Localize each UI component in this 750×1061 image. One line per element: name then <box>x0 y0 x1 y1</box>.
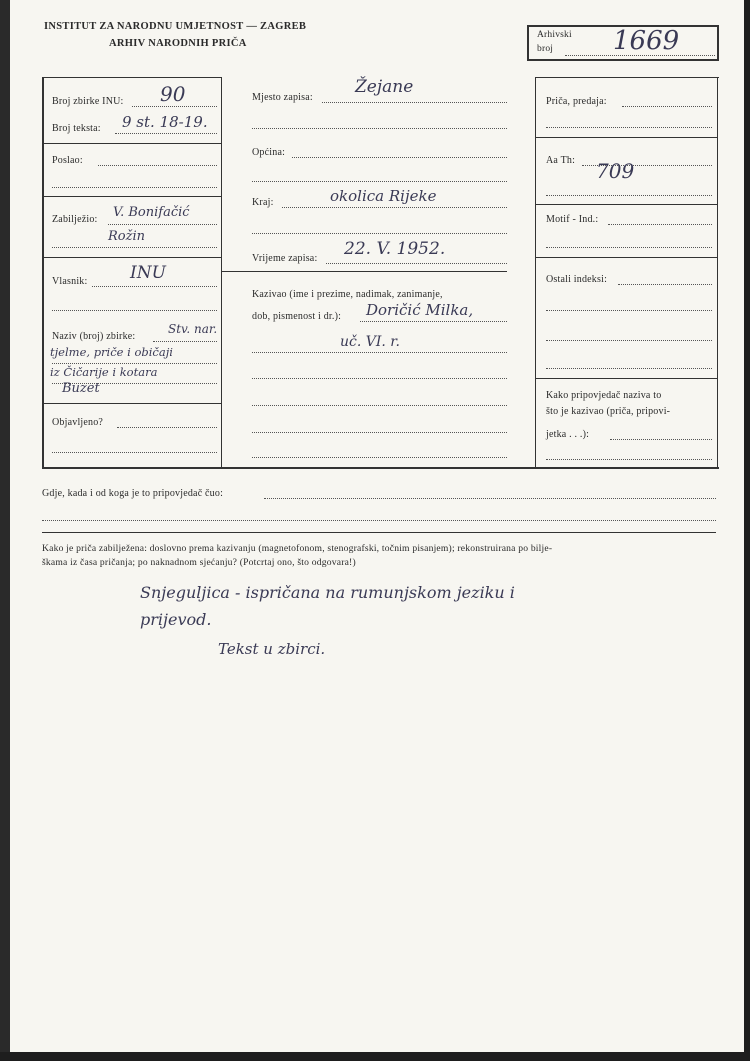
note-line-3: Tekst u zbirci. <box>218 640 326 658</box>
vrijeme-line <box>326 263 507 264</box>
motif-line-2 <box>546 247 712 248</box>
kazivao-line-1 <box>360 321 507 322</box>
broj-zbirke-value: 90 <box>160 82 186 106</box>
prica-line-2 <box>546 127 712 128</box>
left-rule-3 <box>42 257 221 258</box>
opcina-line-2 <box>252 181 507 182</box>
motif-line-1 <box>608 224 712 225</box>
zabiljezio-line-1 <box>108 224 217 225</box>
mjesto-line-1 <box>322 102 507 103</box>
kazivao-line-5 <box>252 432 507 433</box>
right-rule-3 <box>535 257 717 258</box>
kazivao-value-1: Doričić Milka, <box>366 301 474 319</box>
scan-edge-bottom <box>0 1052 750 1061</box>
objavljeno-line-2 <box>52 452 217 453</box>
broj-teksta-label: Broj teksta: <box>52 123 101 134</box>
archive-number-label-2: broj <box>537 44 554 54</box>
left-rule-4 <box>42 403 221 404</box>
ostali-line-4 <box>546 368 712 369</box>
poslao-line-2 <box>52 187 217 188</box>
left-rule-2 <box>42 196 221 197</box>
kako-zabiljezena-line-1: Kako je priča zabilježena: doslovno prema kazivanju (magnetofonom, stenografski, točnim pisanjem); rekonstruirana po bilje- <box>42 543 553 554</box>
objavljeno-label: Objavljeno? <box>52 417 104 428</box>
vrijeme-label: Vrijeme zapisa: <box>252 253 318 264</box>
objavljeno-line-1 <box>117 427 217 428</box>
vlasnik-label: Vlasnik: <box>52 276 88 287</box>
naziv-value-1: Stv. nar. <box>168 322 218 336</box>
zabiljezio-value-2: Rožin <box>108 229 145 244</box>
note-line-1: Snjeguljica - ispričana na rumunjskom jeziku i <box>140 583 515 602</box>
middle-rule <box>221 271 507 272</box>
naziv-value-2: tjelme, priče i običaji <box>50 345 173 359</box>
aath-value: 709 <box>596 159 635 183</box>
gdje-line-1 <box>264 498 716 499</box>
mjesto-value: Žejane <box>355 77 414 97</box>
gdje-line-2 <box>42 520 716 521</box>
poslao-line-1 <box>98 165 217 166</box>
naziv-label: Naziv (broj) zbirke: <box>52 331 136 342</box>
right-rule-2 <box>535 204 717 205</box>
kazivao-label-2: dob, pismenost i dr.): <box>252 311 342 322</box>
kazivao-line-4 <box>252 405 507 406</box>
broj-zbirke-label: Broj zbirke INU: <box>52 96 124 107</box>
zabiljezio-label: Zabilježio: <box>52 214 98 225</box>
aath-line-2 <box>546 195 712 196</box>
kraj-line-2 <box>252 233 507 234</box>
right-rule-1 <box>535 137 717 138</box>
mjesto-line-2 <box>252 128 507 129</box>
right-rule-4 <box>535 378 717 379</box>
aath-label: Aa Th: <box>546 155 576 166</box>
archive-heading: ARHIV NARODNIH PRIČA <box>109 38 247 49</box>
kazivao-value-2: uč. VI. r. <box>340 334 400 350</box>
prica-label: Priča, predaja: <box>546 96 607 107</box>
naziv-line-1 <box>153 341 217 342</box>
vlasnik-line-1 <box>92 286 217 287</box>
ostali-line-1 <box>618 284 712 285</box>
broj-teksta-line <box>115 133 217 134</box>
note-line-2: prijevod. <box>140 610 212 629</box>
kako-naziva-label-1: Kako pripovjedač naziva to <box>546 390 662 401</box>
archive-number-box <box>527 25 719 61</box>
ostali-line-3 <box>546 340 712 341</box>
kraj-label: Kraj: <box>252 197 274 208</box>
opcina-label: Općina: <box>252 147 286 158</box>
mjesto-label: Mjesto zapisa: <box>252 92 313 103</box>
vlasnik-line-2 <box>52 310 217 311</box>
ostali-label: Ostali indeksi: <box>546 274 608 285</box>
kako-naziva-label-3: jetka . . .): <box>546 429 590 440</box>
zabiljezio-value-1: V. Bonifačić <box>113 205 190 220</box>
gdje-label: Gdje, kada i od koga je to pripovjedač čuo: <box>42 488 224 499</box>
kraj-value: okolica Rijeke <box>330 187 437 205</box>
vlasnik-value: INU <box>130 263 166 283</box>
kako-naziva-line-2 <box>546 459 712 460</box>
naziv-value-4: Buzet <box>62 381 100 396</box>
opcina-line-1 <box>292 157 507 158</box>
kazivao-line-3 <box>252 378 507 379</box>
archive-card <box>10 0 748 1054</box>
prica-line-1 <box>622 106 712 107</box>
bottom-rule <box>42 532 716 533</box>
institute-heading: INSTITUT ZA NARODNU UMJETNOST — ZAGREB <box>44 21 307 32</box>
kako-naziva-line-1 <box>610 439 712 440</box>
left-rule-1 <box>42 143 221 144</box>
kazivao-label-1: Kazivao (ime i prezime, nadimak, zanimanje, <box>252 289 443 300</box>
kako-zabiljezena-line-2: škama iz časa pričanja; po naknadnom sjećanju? (Potcrtaj ono, što odgovara!) <box>42 557 356 568</box>
right-col-top-border <box>535 77 719 78</box>
kazivao-line-6 <box>252 457 507 458</box>
poslao-label: Poslao: <box>52 155 83 166</box>
naziv-value-3: iz Čičarije i kotara <box>50 365 158 379</box>
ostali-line-2 <box>546 310 712 311</box>
scan-edge-right <box>744 0 750 1061</box>
broj-teksta-value: 9 st. 18-19. <box>122 113 208 131</box>
zabiljezio-line-2 <box>52 247 217 248</box>
archive-number-value: 1669 <box>613 26 680 56</box>
archive-number-label-1: Arhivski <box>537 30 572 40</box>
vrijeme-value: 22. V. 1952. <box>344 239 446 259</box>
left-col-divider <box>221 77 222 469</box>
right-border <box>717 77 718 469</box>
right-col-divider <box>535 77 536 469</box>
broj-zbirke-line <box>132 106 217 107</box>
kazivao-line-2 <box>252 352 507 353</box>
motif-label: Motif - Ind.: <box>546 214 599 225</box>
kako-naziva-label-2: što je kazivao (priča, pripovi- <box>546 406 671 417</box>
kraj-line-1 <box>282 207 507 208</box>
naziv-line-2 <box>52 363 217 364</box>
left-col-top-border <box>42 77 222 78</box>
